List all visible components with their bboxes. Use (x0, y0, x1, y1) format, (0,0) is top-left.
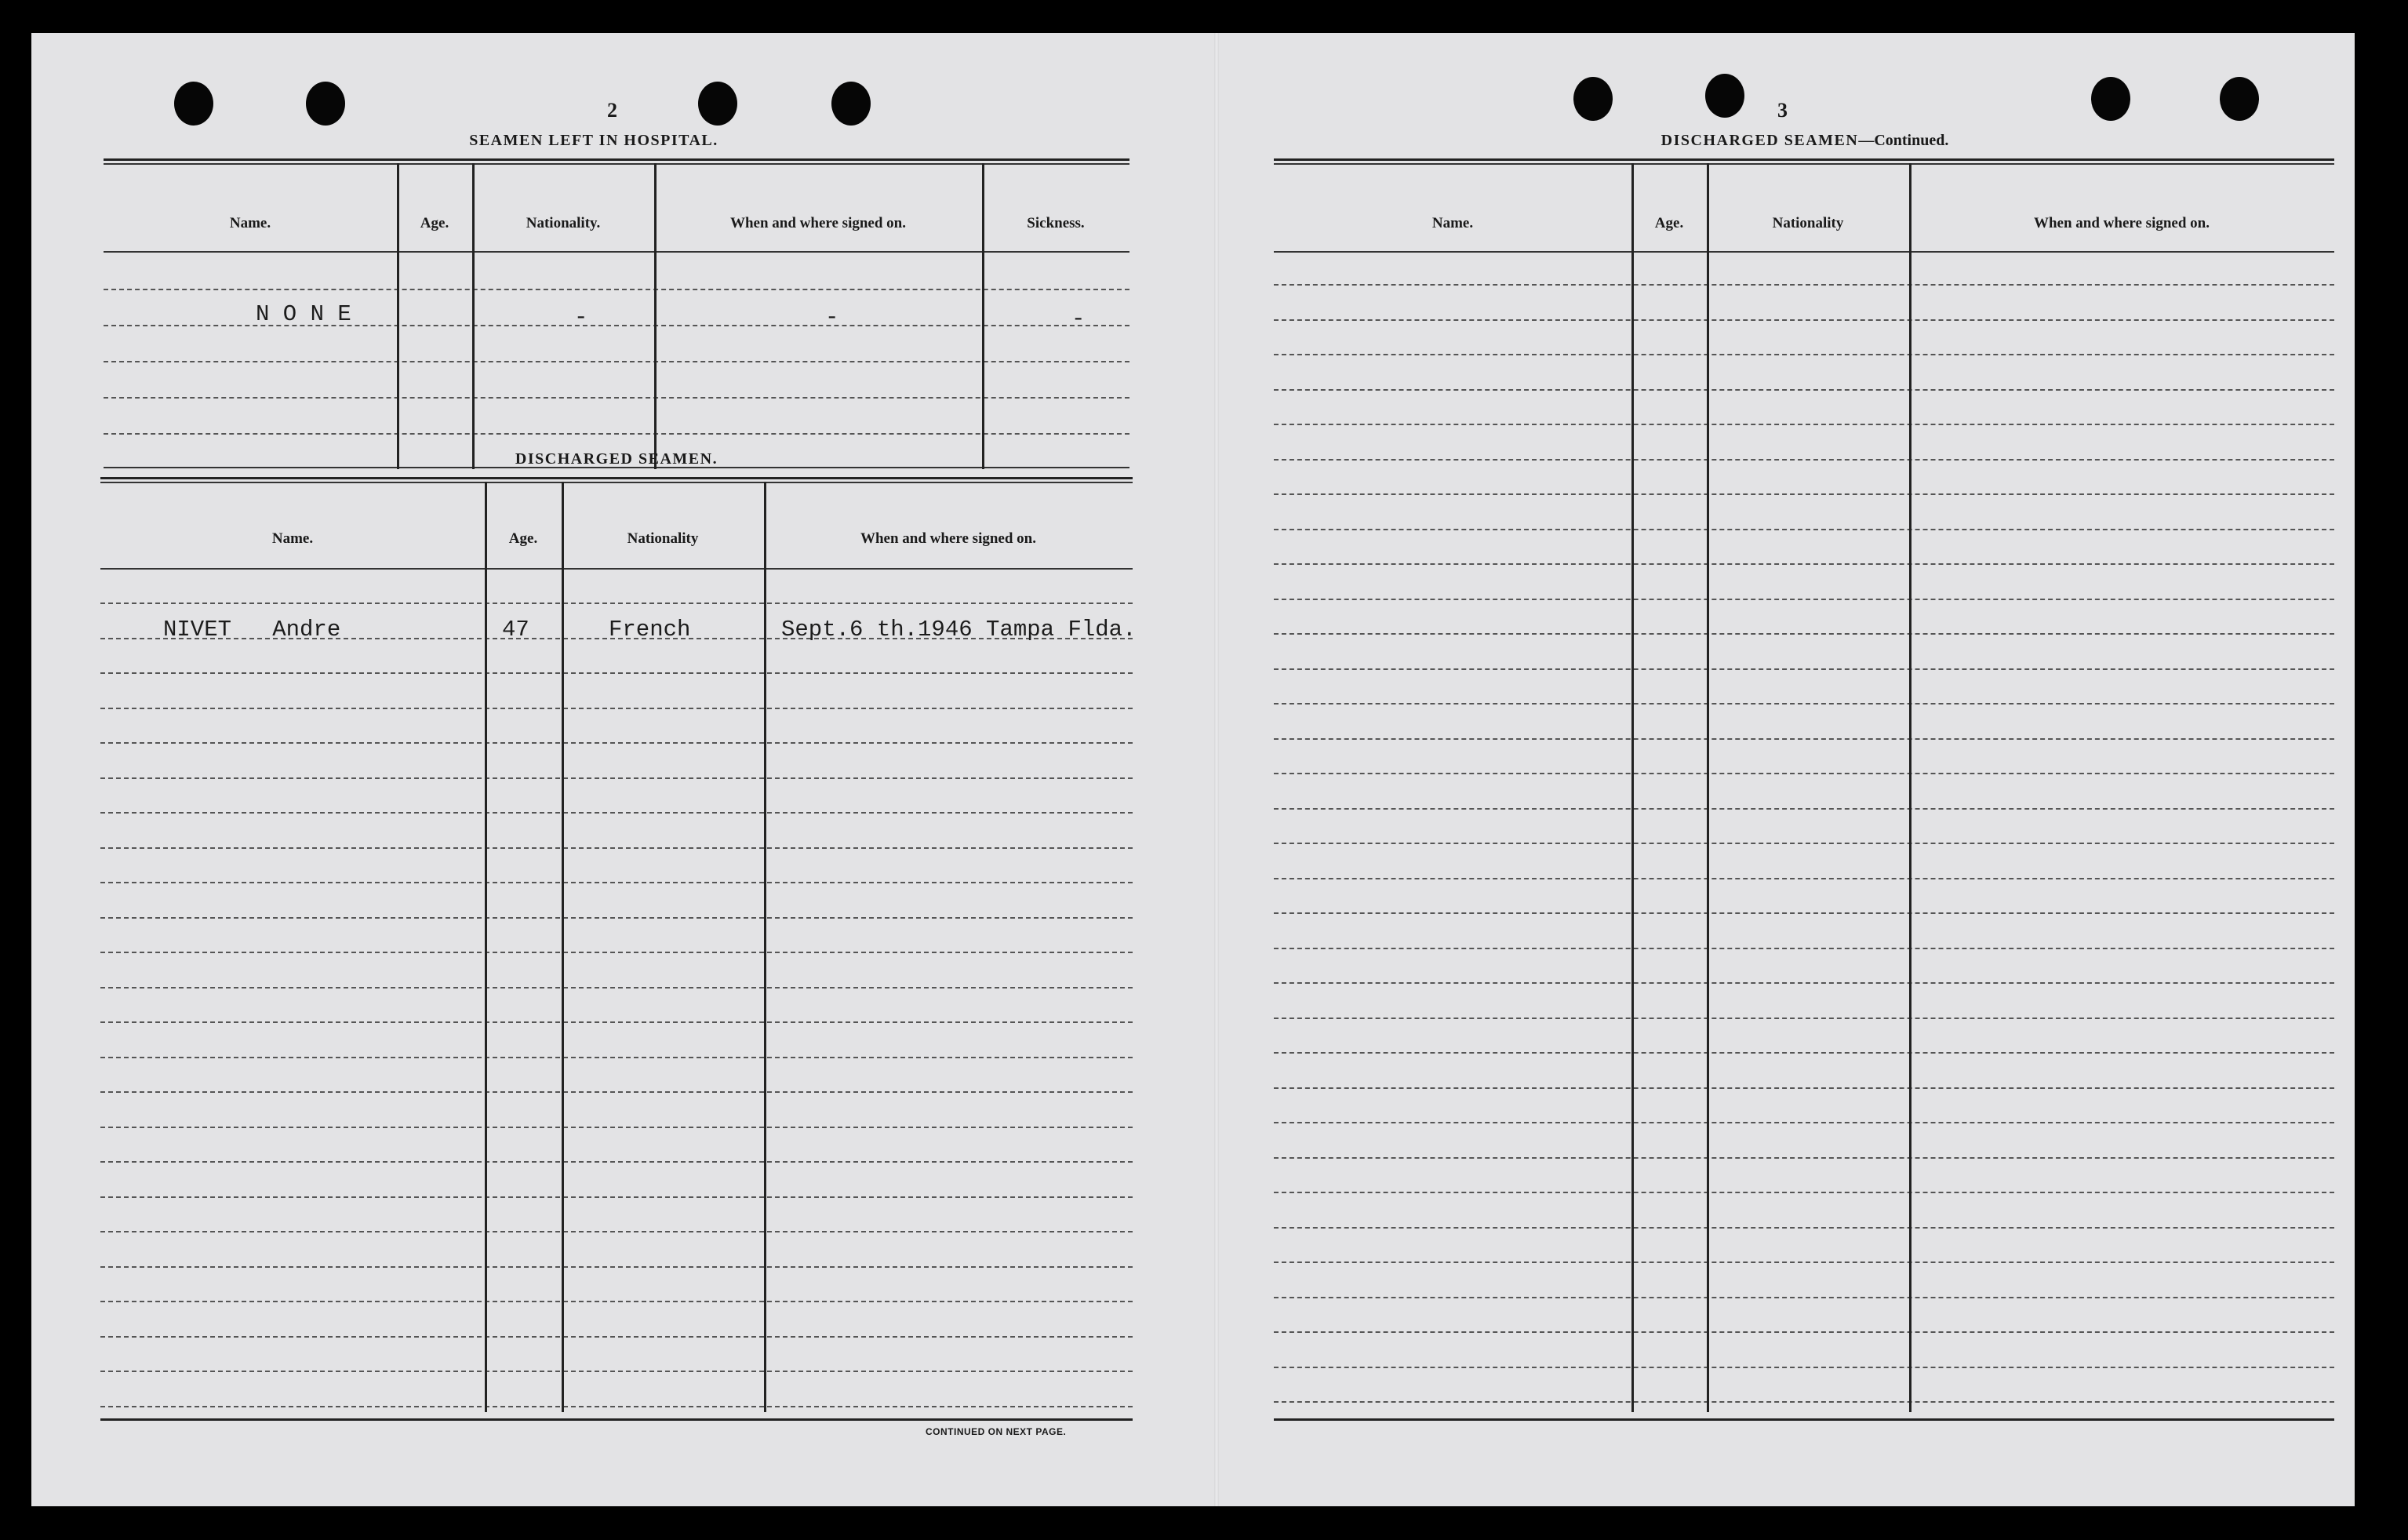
ruling-line (100, 672, 1133, 674)
ruling-line (100, 1091, 1133, 1093)
ruling-line (1274, 1261, 2334, 1263)
ruling-line (1274, 1087, 2334, 1089)
ruling-line (100, 1196, 1133, 1198)
binder-hole (1705, 74, 1744, 118)
col-header-signed-on: When and where signed on. (729, 215, 906, 231)
col-header-nationality: Nationality (627, 530, 699, 547)
ruling-line (1274, 982, 2334, 984)
ruling-line (100, 1301, 1133, 1302)
binder-hole (2220, 77, 2259, 121)
ruling-line (1274, 1331, 2334, 1333)
seaman-age: 47 (502, 617, 529, 643)
col-header-age: Age. (1654, 215, 1684, 231)
page-fold (1214, 33, 1219, 1506)
discharged-title-main: DISCHARGED SEAMEN (1661, 132, 1859, 149)
ruling-line (1274, 843, 2334, 844)
ruling-line (100, 1371, 1133, 1372)
ruling-line (100, 917, 1133, 919)
ruling-line (1274, 459, 2334, 461)
hospital-table (104, 158, 1129, 472)
ruling-line (100, 742, 1133, 744)
ruling-line (1274, 354, 2334, 355)
binder-hole (1573, 77, 1613, 121)
col-header-age: Age. (420, 215, 449, 231)
col-header-signed-on: When and where signed on. (860, 530, 1036, 547)
ruling-line (1274, 1122, 2334, 1123)
discharged-section-title: DISCHARGED SEAMEN. (515, 450, 718, 468)
ruling-line (100, 1266, 1133, 1268)
discharged-continued-title (1275, 132, 2334, 150)
col-header-age: Age. (508, 530, 538, 547)
ruling-line (100, 987, 1133, 988)
hospital-entry-none: N O N E (256, 301, 351, 327)
ruling-line (100, 1057, 1133, 1058)
ruling-line (1274, 1297, 2334, 1298)
seaman-name: NIVET Andre (163, 617, 341, 643)
seaman-signed-on: Sept.6 th.1946 Tampa Flda. (781, 617, 1137, 643)
ruling-line (1274, 1018, 2334, 1019)
col-header-name: Name. (229, 215, 271, 231)
ruling-line (100, 1231, 1133, 1232)
binder-hole (174, 82, 213, 126)
ruling-line (1274, 1192, 2334, 1193)
ruling-line (1274, 1401, 2334, 1403)
document-sheet (31, 33, 2355, 1506)
ruling-line (1274, 424, 2334, 425)
ruling-line (100, 952, 1133, 953)
dash-mark: - (825, 304, 839, 330)
col-header-sickness: Sickness. (1027, 215, 1085, 231)
ruling-line (1274, 599, 2334, 600)
ruling-line (100, 882, 1133, 883)
continued-note: CONTINUED ON NEXT PAGE. (926, 1426, 1067, 1437)
ruling-line (1274, 1052, 2334, 1054)
ruling-line (1274, 738, 2334, 740)
ruling-line (100, 777, 1133, 779)
ruling-line (100, 708, 1133, 709)
dash-mark: - (574, 304, 588, 330)
page-number: 2 (607, 99, 617, 122)
col-header-nationality: Nationality (1772, 215, 1844, 231)
binder-hole (2091, 77, 2130, 121)
ruling-line (1274, 948, 2334, 949)
seaman-nationality: French (609, 617, 691, 643)
ruling-line (1274, 529, 2334, 530)
ruling-line (1274, 703, 2334, 704)
ruling-line (100, 847, 1133, 849)
ruling-line (1274, 493, 2334, 495)
ruling-line (100, 1406, 1133, 1407)
page-number: 3 (1777, 99, 1788, 122)
ruling-line (1274, 563, 2334, 565)
ruling-line (1274, 284, 2334, 286)
ruling-line (100, 1021, 1133, 1023)
dash-mark: - (1071, 306, 1086, 332)
discharged-title-suffix: —Continued. (1858, 132, 1949, 149)
ruling-line (100, 603, 1133, 604)
binder-hole (306, 82, 345, 126)
binder-hole (698, 82, 737, 126)
ruling-line (1274, 878, 2334, 879)
col-header-nationality: Nationality. (526, 215, 601, 231)
discharged-table (100, 477, 1137, 1426)
ruling-line (100, 1127, 1133, 1128)
ruling-line (100, 1336, 1133, 1338)
ruling-line (1274, 773, 2334, 774)
ruling-line (1274, 1227, 2334, 1229)
ruling-line (1274, 808, 2334, 810)
col-header-name: Name. (1431, 215, 1474, 231)
ruling-line (100, 812, 1133, 814)
ruling-line (1274, 912, 2334, 914)
col-header-name: Name. (271, 530, 314, 547)
ruling-line (1274, 389, 2334, 391)
ruling-line (1274, 668, 2334, 670)
ruling-line (1274, 633, 2334, 635)
ruling-line (1274, 1367, 2334, 1368)
discharged-continued-table (1274, 158, 2334, 1426)
binder-hole (831, 82, 871, 126)
ruling-line (1274, 1157, 2334, 1159)
ruling-line (100, 1161, 1133, 1163)
col-header-signed-on: When and where signed on. (2033, 215, 2210, 231)
hospital-section-title: SEAMEN LEFT IN HOSPITAL. (469, 132, 718, 149)
ruling-line (1274, 319, 2334, 321)
